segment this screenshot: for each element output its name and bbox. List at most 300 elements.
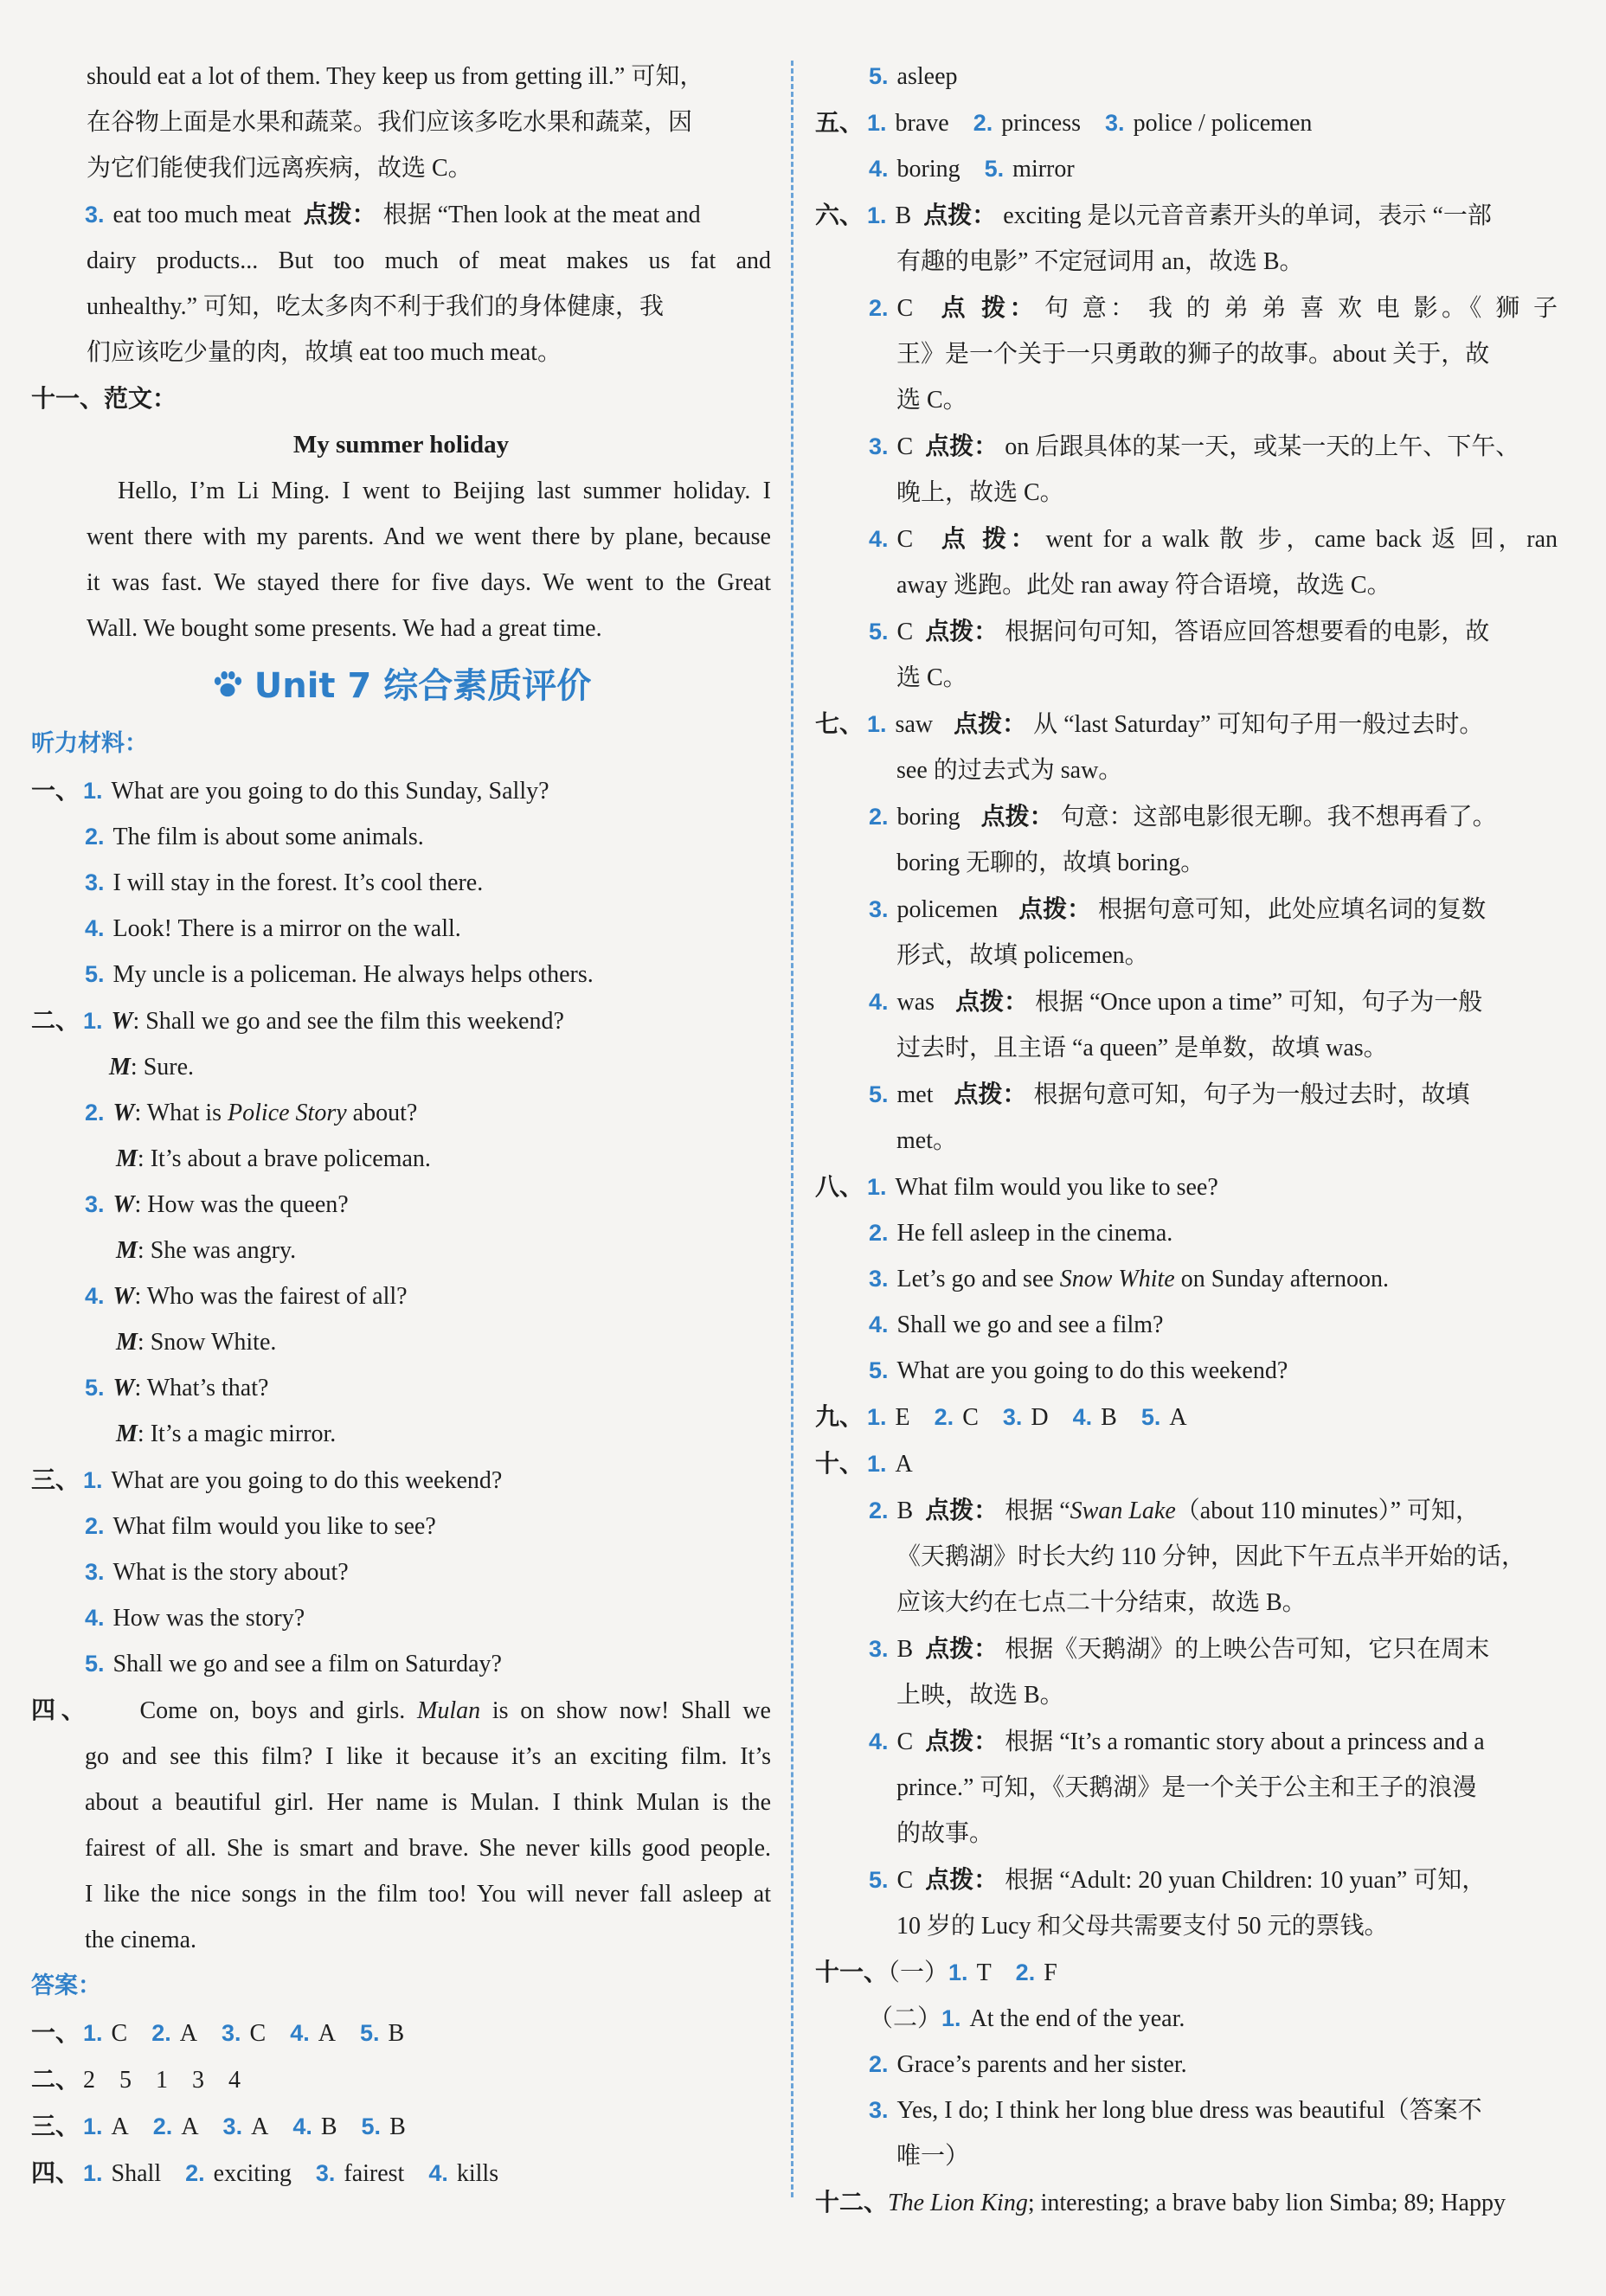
section-label: 十二、 (815, 2188, 889, 2216)
section-label: 三、 (31, 2112, 80, 2140)
item-number: 4. (290, 2020, 310, 2046)
colon: : (134, 1191, 142, 1218)
answer-text: B (1101, 1404, 1117, 1431)
item-number: 1. (867, 1451, 887, 1477)
item-number: 3. (85, 1191, 105, 1217)
essay-line: Hello, I’m Li Ming. I went to Beijing last summer holiday. I (118, 478, 771, 504)
speaker: W (112, 1283, 135, 1310)
list-item (31, 1504, 771, 1549)
answer-item (815, 2088, 1558, 2133)
item-number: 1. (941, 2005, 961, 2031)
item-number: 2. (869, 804, 889, 830)
item-number: 2. (85, 1513, 105, 1539)
unit-title: Unit 7 综合素质评价 (254, 666, 592, 706)
passage-line: go and see this film? I like it because it’s an exciting film. It’s (85, 1743, 771, 1770)
answer-text: mirror (1012, 156, 1075, 183)
answer-item (815, 978, 1558, 1025)
speaker: W (111, 1008, 133, 1035)
hint-text: （about 110 minutes）” 可知， (1175, 1498, 1481, 1524)
item-number: 1. (83, 1008, 103, 1034)
answer-text: kills (456, 2160, 499, 2187)
answer-text: ; interesting; a brave baby lion Simba; 89; Happy (1027, 2190, 1506, 2216)
colon: : (137, 1421, 145, 1447)
hint-text: 根据问句可知，答语应回答想要看的电影，故 (1005, 619, 1490, 645)
passage-text: is on show now! Shall we (480, 1697, 771, 1724)
answer-row (31, 2056, 771, 2103)
answer-text: C (249, 2020, 267, 2047)
hint-text: 句意：这部电影很无聊。我不想再看了。 (1060, 804, 1497, 831)
item-number: 4. (869, 156, 889, 182)
section-label: 二、 (31, 2065, 80, 2094)
dialogue-line (31, 997, 771, 1044)
speaker: M (116, 1329, 138, 1356)
essay-line: it was fast. We stayed there for five days. We went to the Great (87, 569, 771, 596)
item-number: 4. (85, 915, 105, 941)
item-number: 2. (185, 2160, 205, 2186)
item-number: 4. (428, 2160, 448, 2186)
list-item (31, 767, 771, 814)
hint-text: 根据句意可知，句子为一般过去时，故填 (1033, 1081, 1470, 1108)
dialogue-text: It’s a magic mirror. (150, 1421, 337, 1447)
answer-text: B (320, 2113, 337, 2140)
item-number: 2. (869, 2051, 889, 2077)
answer-text: He fell asleep in the cinema. (896, 1220, 1173, 1247)
answer-text: Let’s go and see (896, 1266, 1060, 1292)
colon: : (130, 1054, 138, 1081)
section-label: 十一、 (815, 1958, 889, 1986)
item-number: 2. (934, 1404, 954, 1430)
answer-text: Shall we go and see a film? (896, 1312, 1164, 1338)
hint-text: 根据句意可知，此处应填名词的复数 (1098, 896, 1487, 923)
speaker: M (116, 1421, 138, 1447)
item-number: 2. (869, 1498, 889, 1523)
answer-item (815, 1348, 1558, 1394)
item-number: 5. (869, 619, 889, 645)
item-number: 5. (869, 1081, 889, 1107)
item-text: How was the story? (112, 1605, 305, 1632)
answer-row (815, 146, 1558, 192)
section-label: 九、 (815, 1402, 864, 1431)
hint-label: 点 拨： (937, 293, 1037, 322)
answer-text: E (895, 1404, 910, 1431)
answer-text: Shall (111, 2160, 162, 2187)
answer-text: D (1031, 1404, 1049, 1431)
film-title: Police Story (228, 1100, 347, 1126)
item-number: 3. (222, 2113, 243, 2139)
dialogue-line (31, 1273, 771, 1319)
list-item (31, 814, 771, 860)
text-line: 形式，故填 policemen。 (896, 942, 1149, 969)
text-line: 们应该吃少量的肉，故填 eat too much meat。 (87, 339, 562, 366)
answer-item (815, 1626, 1558, 1672)
answer-item (815, 1210, 1558, 1256)
item-number: 1. (948, 1959, 968, 1985)
answer-text: B (895, 202, 912, 229)
answer-text: brave (895, 110, 949, 137)
section-label: 三、 (31, 1465, 80, 1494)
answer-text: C (896, 1867, 914, 1894)
dialogue-text: It’s about a brave policeman. (150, 1145, 431, 1172)
text-line: 晚上，故选 C。 (896, 479, 1064, 506)
item-number: 3. (869, 433, 889, 459)
item-number: 5. (869, 1357, 889, 1383)
text-line: see 的过去式为 saw。 (896, 757, 1123, 784)
answer-item (815, 285, 1558, 331)
dialogue-line (31, 1090, 771, 1136)
dialogue-text: about? (346, 1100, 418, 1126)
item-text: What film would you like to see? (112, 1513, 436, 1540)
answer-text: C (962, 1404, 979, 1431)
answer-text: A (181, 2113, 199, 2140)
hint-text: went for a walk 散 步，came back 返 回，ran (1045, 526, 1558, 553)
right-column (815, 54, 1558, 2226)
item-number: 1. (867, 711, 887, 737)
speaker: M (109, 1054, 131, 1081)
answer-text: 2 5 1 3 4 (83, 2067, 241, 2094)
dialogue-line (31, 1136, 771, 1182)
colon: : (137, 1237, 145, 1264)
hint-label: 点拨： (954, 709, 1027, 738)
dialogue-text: What’s that? (146, 1375, 269, 1401)
hint-label: 点拨： (925, 1496, 999, 1524)
text-line: boring 无聊的，故填 boring。 (896, 850, 1205, 876)
hint-text: 根据 “Then look at the meat and (382, 202, 701, 228)
answer-text: C (896, 619, 914, 645)
answer-text: A (179, 2020, 197, 2047)
item-number: 1. (83, 1467, 103, 1493)
film-title: Mulan (417, 1697, 481, 1724)
colon: : (137, 1329, 145, 1356)
dialogue-text: Sure. (143, 1054, 195, 1081)
item-number: 4. (869, 526, 889, 552)
text-line: should eat a lot of them. They keep us from getting ill.” 可知， (87, 63, 704, 90)
answer-item (815, 1256, 1558, 1302)
answer-item (815, 1071, 1558, 1118)
section-label: 一、 (31, 2018, 80, 2047)
passage-line (31, 1687, 771, 1734)
answer-item (815, 516, 1558, 562)
answer-text: boring (896, 156, 960, 183)
hint-label: 点拨： (303, 200, 376, 228)
text-line: unhealthy.” 可知，吃太多肉不利于我们的身体健康，我 (87, 293, 665, 320)
item-number: 4. (1072, 1404, 1093, 1430)
dialogue-line (31, 1182, 771, 1228)
answer-text: F (1044, 1959, 1057, 1986)
hint-label: 点拨： (925, 617, 999, 645)
passage-line: I like the nice songs in the film too! You will never fall asleep at (85, 1881, 771, 1908)
speaker: W (112, 1100, 135, 1126)
unit-heading (31, 651, 771, 721)
item-number: 1. (83, 2020, 103, 2046)
answer-text: B (896, 1636, 914, 1663)
item-number: 5. (984, 156, 1005, 182)
hint-text: exciting 是以元音音素开头的单词，表示 “一部 (1003, 202, 1492, 229)
item-number: 1. (867, 110, 887, 136)
hint-label: 点拨： (925, 1727, 999, 1755)
text-line: prince.” 可知，《天鹅湖》是一个关于公主和王子的浪漫 (896, 1774, 1477, 1801)
part-label: （二） (869, 2005, 942, 2032)
answer-item (815, 423, 1558, 470)
answer-row (815, 1394, 1558, 1440)
dialogue-text: What is (146, 1100, 228, 1126)
hint-label: 点拨： (925, 432, 999, 460)
item-text: Look! There is a mirror on the wall. (112, 915, 461, 942)
answer-item (815, 1440, 1558, 1487)
colon: : (132, 1008, 140, 1035)
text-line: 上映，故选 B。 (896, 1682, 1064, 1709)
answer-text: on Sunday afternoon. (1174, 1266, 1389, 1292)
answer-text: A (111, 2113, 129, 2140)
hint-text: 根据《天鹅湖》的上映公告可知，它只在周末 (1005, 1636, 1490, 1663)
item-number: 5. (869, 1867, 889, 1893)
answer-text: policemen (896, 896, 999, 923)
text-line: 过去时，且主语 “a queen” 是单数，故填 was。 (896, 1035, 1388, 1061)
answer-row (31, 2150, 771, 2197)
dialogue-line (31, 1319, 771, 1365)
hint-label: 点拨： (955, 987, 1029, 1016)
listening-label: 听力材料： (31, 730, 148, 757)
answer-text: A (895, 1451, 913, 1478)
answer-text: princess (1001, 110, 1082, 137)
left-column (31, 54, 771, 2197)
item-number: 2. (85, 1100, 105, 1126)
hint-text: 根据 “Adult: 20 yuan Children: 10 yuan” 可知， (1005, 1867, 1487, 1894)
hint-label: 点 拨： (937, 524, 1039, 553)
answer-text: C (896, 1728, 914, 1755)
item-number: 5. (1140, 1404, 1161, 1430)
text-line: 在谷物上面是水果和蔬菜。我们应该多吃水果和蔬菜，因 (87, 109, 693, 136)
answer-item (815, 886, 1558, 933)
item-number: 2. (152, 2113, 173, 2139)
item-number: 1. (83, 2113, 103, 2139)
item-number: 3. (85, 869, 105, 895)
answer-text: exciting (213, 2160, 292, 2187)
answer-text: A (1169, 1404, 1187, 1431)
answer-item (815, 1302, 1558, 1348)
hint-text: 根据 “Once upon a time” 可知，句子为一般 (1035, 989, 1483, 1016)
colon: : (134, 1100, 142, 1126)
film-title: Snow White (1059, 1266, 1175, 1292)
answer-text: eat too much meat (112, 202, 292, 228)
answer-text: fairest (344, 2160, 405, 2187)
item-text: I will stay in the forest. It’s cool there. (112, 869, 484, 896)
answer-text: What film would you like to see? (895, 1174, 1218, 1201)
item-number: 4. (292, 2113, 312, 2139)
answer-item (815, 1164, 1558, 1210)
hint-text: 从 “last Saturday” 可知句子用一般过去时。 (1033, 711, 1484, 738)
colon: : (137, 1145, 145, 1172)
list-item (31, 952, 771, 997)
speaker: W (112, 1375, 135, 1401)
item-number: 3. (315, 2160, 336, 2186)
dialogue-text: Shall we go and see the film this weekend? (145, 1008, 564, 1035)
hint-label: 点拨： (1018, 895, 1092, 923)
answer-text: C (896, 295, 914, 322)
hint-label: 点拨： (923, 201, 997, 229)
answer-item (815, 1857, 1558, 1903)
answer-text: What are you going to do this weekend? (896, 1357, 1288, 1384)
item-number: 5. (85, 961, 105, 987)
item-number: 1. (83, 2160, 103, 2186)
dialogue-text: Snow White. (150, 1329, 277, 1356)
section-label: 二、 (31, 1006, 80, 1035)
hint-text: 句 意： 我 的 弟 弟 喜 欢 电 影。《 狮 子 (1044, 295, 1558, 322)
hint-text: 根据 “ (1005, 1498, 1070, 1524)
hint-label: 点拨： (925, 1634, 999, 1663)
list-item (31, 1595, 771, 1641)
item-number: 1. (867, 1404, 887, 1430)
text-line: 王》是一个关于一只勇敢的狮子的故事。about 关于，故 (896, 341, 1490, 368)
item-number: 3. (222, 2020, 241, 2046)
item-number: 3. (869, 896, 889, 922)
answer-text: B (896, 1498, 914, 1524)
answer-text: saw (895, 711, 934, 738)
item-number: 4. (869, 1728, 889, 1754)
answer-item (31, 191, 771, 238)
essay-title: My summer holiday (292, 431, 510, 459)
list-item (31, 1641, 771, 1687)
text-line: met。 (896, 1127, 957, 1154)
section-label: 十、 (815, 1449, 864, 1478)
answer-text: B (389, 2113, 406, 2140)
item-number: 5. (85, 1375, 105, 1401)
answer-item (815, 2042, 1558, 2088)
colon: : (134, 1375, 142, 1401)
item-text: What are you going to do this weekend? (111, 1467, 503, 1494)
item-number: 2. (869, 295, 889, 321)
hint-label: 点拨： (925, 1865, 999, 1894)
item-number: 4. (85, 1283, 105, 1309)
item-number: 2. (85, 824, 105, 850)
answer-text: C (896, 526, 914, 553)
answer-text: B (388, 2020, 405, 2047)
text-line: 应该大约在七点二十分结束，故选 B。 (896, 1589, 1307, 1616)
essay-line: Wall. We bought some presents. We had a great time. (87, 615, 602, 642)
answer-item (815, 1487, 1558, 1534)
item-number: 1. (867, 1174, 887, 1200)
item-number: 5. (361, 2113, 382, 2139)
list-item (31, 860, 771, 906)
answer-item (815, 701, 1558, 747)
answer-text: C (896, 433, 914, 460)
item-number: 4. (85, 1605, 105, 1631)
text-line: 的故事。 (896, 1820, 994, 1847)
part-label: （一） (888, 1959, 949, 1986)
section-label: 五、 (815, 108, 864, 137)
answer-text: Grace’s parents and her sister. (896, 2051, 1187, 2078)
item-number: 3. (1002, 1404, 1023, 1430)
answer-item (815, 1996, 1558, 2042)
passage-line: fairest of all. She is smart and brave. She never kills good people. (85, 1835, 771, 1862)
item-number: 5. (85, 1651, 105, 1677)
item-number: 1. (83, 778, 103, 804)
answer-text: was (896, 989, 935, 1016)
item-number: 3. (1105, 110, 1125, 136)
section-label: 八、 (815, 1172, 864, 1201)
answer-row (815, 99, 1558, 146)
section-label: 四、 (31, 1696, 92, 1724)
dialogue-text: She was angry. (150, 1237, 297, 1264)
item-number: 1. (867, 202, 887, 228)
item-text: What are you going to do this Sunday, Sally? (111, 778, 549, 805)
item-number: 3. (869, 1636, 889, 1662)
text-line: away 逃跑。此处 ran away 符合语境，故选 C。 (896, 572, 1391, 599)
dialogue-text: How was the queen? (147, 1191, 349, 1218)
passage-text: Come on, boys and girls. (139, 1697, 418, 1724)
list-item (31, 906, 771, 952)
answer-text: met (896, 1081, 934, 1108)
answer-text: asleep (896, 63, 958, 90)
item-number: 2. (869, 1220, 889, 1246)
item-number: 5. (869, 63, 889, 89)
answer-label: 答案： (31, 1972, 101, 1999)
hint-label: 点拨： (980, 802, 1054, 831)
film-title: The Lion King (888, 2190, 1028, 2216)
dialogue-line (31, 1365, 771, 1411)
hint-text: 根据 “It’s a romantic story about a princess and a (1005, 1728, 1485, 1755)
section-label: 一、 (31, 776, 80, 805)
dialogue-line (31, 1044, 771, 1090)
item-text: My uncle is a policeman. He always helps others. (112, 961, 594, 988)
speaker: W (112, 1191, 135, 1218)
answer-row (815, 1949, 1558, 1996)
text-line: 唯一） (896, 2143, 970, 2170)
answer-text: A (251, 2113, 269, 2140)
section-label: 六、 (815, 201, 864, 229)
text-line: 10 岁的 Lucy 和父母共需要支付 50 元的票钱。 (896, 1913, 1389, 1940)
item-number: 3. (85, 202, 105, 228)
colon: : (134, 1283, 142, 1310)
answer-row (31, 2103, 771, 2150)
answer-item (815, 1718, 1558, 1765)
text-line: 《天鹅湖》时长大约 110 分钟，因此下午五点半开始的话， (896, 1543, 1526, 1570)
item-text: Shall we go and see a film on Saturday? (112, 1651, 502, 1677)
answer-row (31, 2010, 771, 2056)
item-text: The film is about some animals. (112, 824, 424, 850)
item-number: 4. (869, 1312, 889, 1337)
section-heading: 十一、范文： (31, 384, 177, 413)
answer-text: A (318, 2020, 336, 2047)
item-number: 5. (359, 2020, 380, 2046)
item-number: 2. (973, 110, 993, 136)
answer-item (815, 608, 1558, 655)
answer-text: boring (896, 804, 960, 831)
answer-text: At the end of the year. (969, 2005, 1185, 2032)
answer-text: Yes, I do; I think her long blue dress was beautiful（答案不 (896, 2097, 1482, 2124)
hint-text: on 后跟具体的某一天，或某一天的上午、下午、 (1005, 433, 1520, 460)
dialogue-line (31, 1411, 771, 1457)
essay-line: went there with my parents. And we went there by plane, because (87, 523, 771, 550)
list-item (31, 1549, 771, 1595)
speaker: M (116, 1237, 138, 1264)
text-line: 为它们能使我们远离疾病，故选 C。 (87, 155, 472, 182)
answer-text: C (111, 2020, 128, 2047)
text-line: 有趣的电影” 不定冠词用 an，故选 B。 (896, 248, 1304, 275)
item-number: 2. (1015, 1959, 1036, 1985)
text-line: 选 C。 (896, 664, 967, 691)
section-label: 四、 (31, 2158, 80, 2187)
answer-item (815, 192, 1558, 239)
item-number: 3. (85, 1559, 105, 1585)
film-title: Swan Lake (1070, 1498, 1176, 1524)
passage-line: about a beautiful girl. Her name is Mulan. I think Mulan is the (85, 1789, 771, 1816)
text-line: dairy products... But too much of meat makes us fat and (87, 247, 771, 274)
text-line: 选 C。 (896, 387, 967, 414)
item-number: 4. (869, 989, 889, 1015)
column-divider (791, 61, 793, 2197)
section-label: 七、 (815, 709, 864, 738)
hint-label: 点拨： (954, 1080, 1027, 1108)
